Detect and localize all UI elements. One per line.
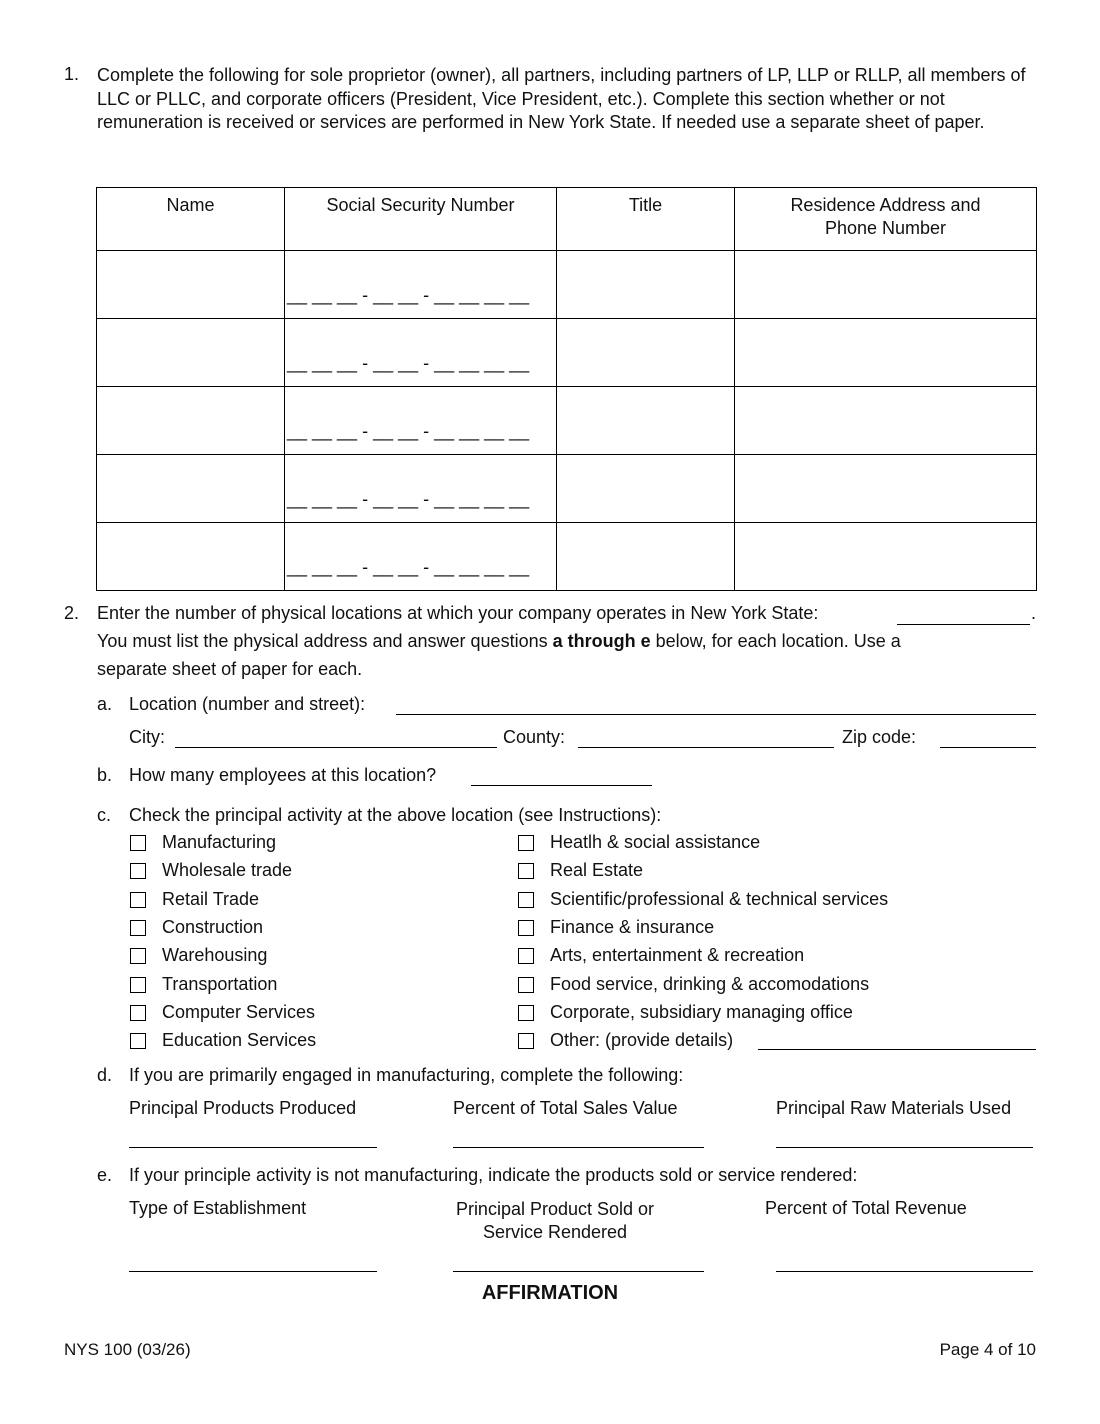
address-cell[interactable] bbox=[735, 319, 1037, 387]
activity-label-text: Arts, entertainment & recreation bbox=[550, 945, 805, 966]
ssn-placeholder: __ __ __ - __ __ - __ __ __ __ bbox=[287, 285, 530, 305]
principal-products-header: Principal Products Produced bbox=[129, 1098, 357, 1118]
name-cell[interactable] bbox=[97, 251, 285, 319]
activity-checkbox[interactable] bbox=[518, 977, 534, 993]
table-row bbox=[97, 455, 1037, 523]
q2-line2-bold: a through e bbox=[552, 631, 651, 651]
qe-letter: e. bbox=[97, 1165, 113, 1185]
q2-instructions-line2 bbox=[97, 631, 901, 652]
header-title: Title bbox=[557, 188, 735, 251]
activity-label: Check the principal activity at the above location (see Instructions): bbox=[129, 805, 662, 825]
name-cell[interactable] bbox=[97, 319, 285, 387]
product-sold-header-line2: Service Rendered bbox=[482, 1222, 628, 1242]
percent-revenue-field[interactable] bbox=[776, 1271, 1033, 1272]
q2-instructions-line3: separate sheet of paper for each. bbox=[97, 659, 363, 679]
activity-label-text: Scientific/professional & technical services bbox=[550, 888, 889, 909]
other-details-field[interactable] bbox=[758, 1049, 1036, 1050]
owners-table-header bbox=[97, 188, 1037, 251]
county-field[interactable] bbox=[578, 747, 834, 748]
activity-checkbox[interactable] bbox=[130, 835, 146, 851]
activity-checkbox[interactable] bbox=[518, 835, 534, 851]
q2-line2-pre: You must list the physical address and answer questions bbox=[97, 631, 553, 651]
activity-checkbox[interactable] bbox=[518, 948, 534, 964]
name-cell[interactable] bbox=[97, 455, 285, 523]
raw-materials-field[interactable] bbox=[776, 1147, 1033, 1148]
owners-table bbox=[96, 187, 1037, 591]
table-row bbox=[97, 523, 1037, 591]
activity-label-text: Real Estate bbox=[550, 860, 644, 881]
establishment-type-header: Type of Establishment bbox=[129, 1198, 307, 1218]
activity-label-text: Corporate, subsidiary managing office bbox=[550, 1001, 853, 1022]
title-cell[interactable] bbox=[557, 455, 735, 523]
activity-checkbox[interactable] bbox=[518, 920, 534, 936]
address-cell[interactable] bbox=[735, 523, 1037, 591]
header-name: Name bbox=[97, 188, 285, 251]
zip-label: Zip code: bbox=[842, 727, 917, 747]
activity-checkbox[interactable] bbox=[130, 920, 146, 936]
ssn-placeholder: __ __ __ - __ __ - __ __ __ __ bbox=[287, 421, 530, 441]
ssn-cell[interactable] bbox=[285, 387, 557, 455]
activity-checkbox[interactable] bbox=[518, 863, 534, 879]
location-street-field[interactable] bbox=[396, 714, 1036, 715]
employees-label: How many employees at this location? bbox=[129, 765, 437, 785]
zip-field[interactable] bbox=[940, 747, 1036, 748]
activity-label-text: Computer Services bbox=[162, 1001, 316, 1022]
activity-checkbox[interactable] bbox=[518, 1033, 534, 1049]
activity-checkbox[interactable] bbox=[130, 1033, 146, 1049]
q2-line2-post: below, for each location. Use a bbox=[650, 631, 901, 651]
q2-locations-label: Enter the number of physical locations at which your company operates in New York State: bbox=[97, 603, 819, 623]
product-sold-header bbox=[430, 1198, 680, 1244]
manufacturing-label: If you are primarily engaged in manufacturing, complete the following: bbox=[129, 1065, 684, 1085]
table-row bbox=[97, 251, 1037, 319]
title-cell[interactable] bbox=[557, 251, 735, 319]
location-label: Location (number and street): bbox=[129, 694, 366, 714]
activity-checkbox[interactable] bbox=[130, 1005, 146, 1021]
ssn-cell[interactable] bbox=[285, 455, 557, 523]
ssn-placeholder: __ __ __ - __ __ - __ __ __ __ bbox=[287, 557, 530, 577]
principal-products-field[interactable] bbox=[129, 1147, 377, 1148]
q1-instructions: Complete the following for sole proprietor (owner), all partners, including partners of LP, LLP or RLLP, all members of LLC or PLLC, and corporate officers (President, Vice President, etc.). Complete this section whether or not remuneration is received or services are performed in New York State. If needed use a separate sheet of paper. bbox=[97, 65, 1026, 132]
activity-label-text: Retail Trade bbox=[162, 888, 260, 909]
percent-revenue-header: Percent of Total Revenue bbox=[765, 1198, 967, 1218]
percent-sales-header: Percent of Total Sales Value bbox=[453, 1098, 678, 1118]
activity-checkbox[interactable] bbox=[130, 977, 146, 993]
activity-checkbox[interactable] bbox=[130, 892, 146, 908]
q1-number: 1. bbox=[64, 64, 80, 84]
affirmation-heading: AFFIRMATION bbox=[481, 1282, 619, 1304]
table-row bbox=[97, 319, 1037, 387]
establishment-type-field[interactable] bbox=[129, 1271, 377, 1272]
product-sold-field[interactable] bbox=[453, 1271, 704, 1272]
activity-checkbox[interactable] bbox=[130, 863, 146, 879]
title-cell[interactable] bbox=[557, 387, 735, 455]
q2-number: 2. bbox=[64, 603, 80, 623]
activity-label-text: Transportation bbox=[162, 973, 278, 994]
ssn-placeholder: __ __ __ - __ __ - __ __ __ __ bbox=[287, 489, 530, 509]
activity-label-text: Manufacturing bbox=[162, 832, 277, 852]
activity-label-text: Other: (provide details) bbox=[550, 1030, 734, 1051]
activity-label-text: Heatlh & social assistance bbox=[550, 832, 761, 852]
address-cell[interactable] bbox=[735, 251, 1037, 319]
ssn-cell[interactable] bbox=[285, 523, 557, 591]
address-cell[interactable] bbox=[735, 387, 1037, 455]
city-label: City: bbox=[129, 727, 165, 747]
name-cell[interactable] bbox=[97, 387, 285, 455]
activity-checkbox[interactable] bbox=[518, 1005, 534, 1021]
address-cell[interactable] bbox=[735, 455, 1037, 523]
page-number: Page 4 of 10 bbox=[939, 1340, 1036, 1359]
activity-label-text: Food service, drinking & accomodations bbox=[550, 973, 870, 994]
product-sold-header-line1: Principal Product Sold or bbox=[455, 1199, 655, 1219]
activity-checkbox[interactable] bbox=[130, 948, 146, 964]
activity-checkbox[interactable] bbox=[518, 892, 534, 908]
county-label: County: bbox=[503, 727, 566, 747]
qb-letter: b. bbox=[97, 765, 113, 785]
header-address: Residence Address and Phone Number bbox=[735, 188, 1037, 251]
title-cell[interactable] bbox=[557, 523, 735, 591]
employees-field[interactable] bbox=[471, 785, 652, 786]
locations-count-field[interactable] bbox=[897, 624, 1030, 625]
activity-label-text: Warehousing bbox=[162, 945, 268, 966]
activity-label-text: Education Services bbox=[162, 1030, 317, 1051]
activity-label-text: Construction bbox=[162, 916, 264, 937]
form-id: NYS 100 (03/26) bbox=[64, 1340, 191, 1359]
qa-letter: a. bbox=[97, 694, 113, 714]
name-cell[interactable] bbox=[97, 523, 285, 591]
raw-materials-header: Principal Raw Materials Used bbox=[776, 1098, 1012, 1118]
qc-letter: c. bbox=[97, 805, 112, 825]
ssn-placeholder: __ __ __ - __ __ - __ __ __ __ bbox=[287, 353, 530, 373]
activity-label-text: Wholesale trade bbox=[162, 860, 293, 881]
header-ssn: Social Security Number bbox=[285, 188, 557, 251]
ssn-cell[interactable] bbox=[285, 319, 557, 387]
q2-period: . bbox=[1031, 603, 1037, 623]
city-field[interactable] bbox=[175, 747, 497, 748]
table-row bbox=[97, 387, 1037, 455]
activity-label-text: Finance & insurance bbox=[550, 916, 715, 937]
title-cell[interactable] bbox=[557, 319, 735, 387]
percent-sales-field[interactable] bbox=[453, 1147, 704, 1148]
non-manufacturing-label: If your principle activity is not manufacturing, indicate the products sold or service rendered: bbox=[129, 1165, 858, 1185]
ssn-cell[interactable] bbox=[285, 251, 557, 319]
qd-letter: d. bbox=[97, 1065, 113, 1085]
